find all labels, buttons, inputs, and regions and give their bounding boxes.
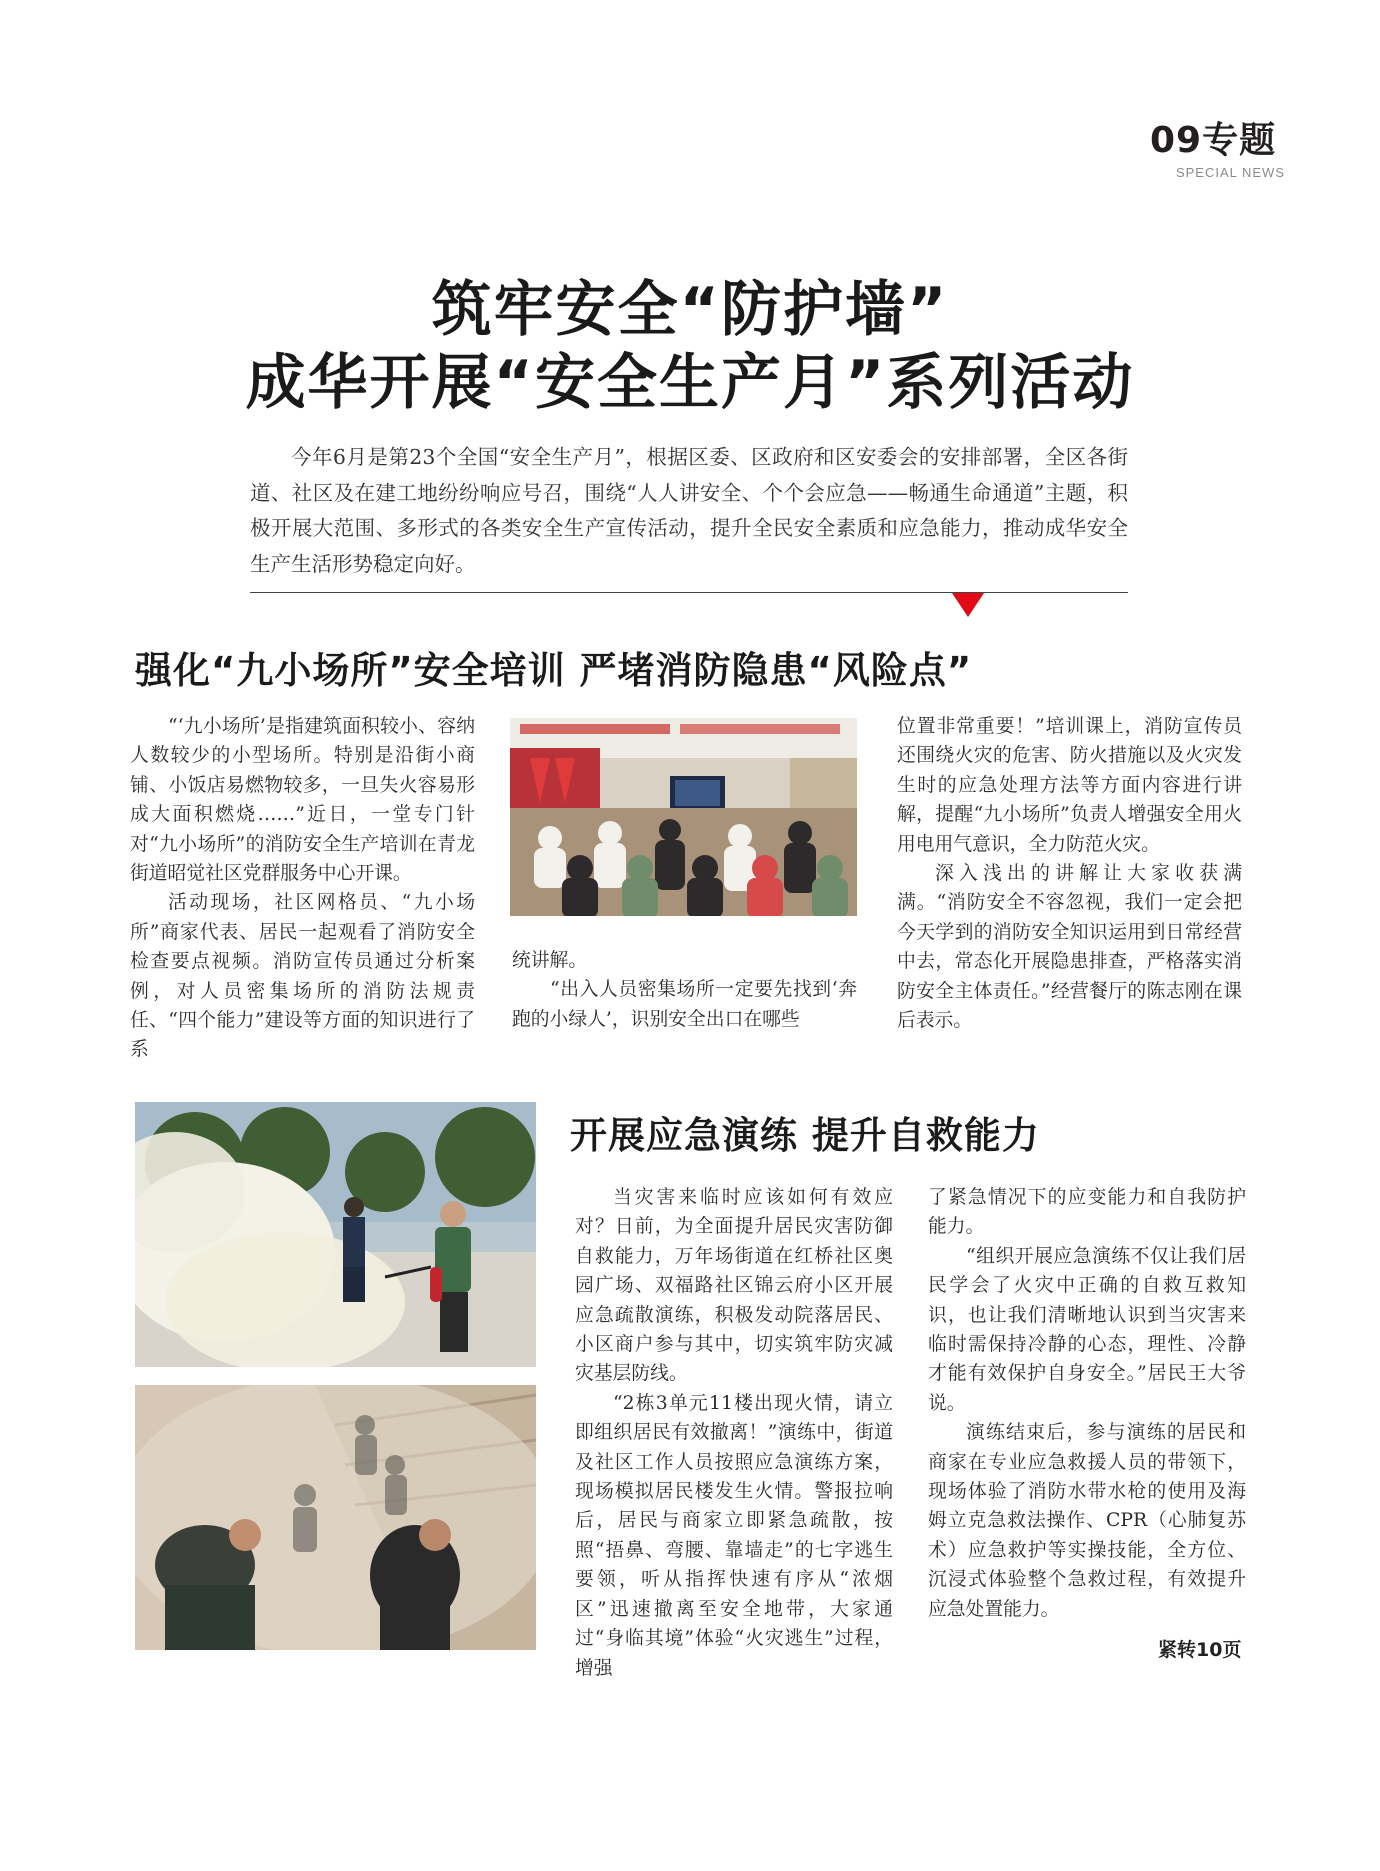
paragraph: 演练结束后，参与演练的居民和商家在专业应急救援人员的带领下，现场体验了消防水带水枪的使用及海姆立克急救法操作、CPR（心肺复苏术）应急救护等实操技能，全方位、沉浸式体验整个急救过程，有效提升应急处置能力。 <box>928 1422 1246 1620</box>
lead-paragraph: 今年6月是第23个全国“安全生产月”，根据区委、区政府和区安委会的安排部署，全区各街道、社区及在建工地纷纷响应号召，围绕“人人讲安全、个个会应急——畅通生命通道”主题，积极开展大范围、多形式的各类安全生产宣传活动，提升全民安全素质和应急能力，推动成华安全生产生活形势稳定向好。 <box>250 445 1128 576</box>
paragraph: 位置非常重要！”培训课上，消防宣传员还围绕火灾的危害、防火措施以及火灾发生时的应急处理方法等方面内容进行讲解，提醒“九小场所”负责人增强安全用火用电用气意识，全力防范火灾。 <box>897 716 1242 855</box>
red-triangle-marker <box>952 593 984 617</box>
smoke-evacuation-drill-photo <box>135 1385 536 1650</box>
paragraph: 统讲解。 <box>512 950 588 971</box>
divider-line <box>250 592 1128 593</box>
evacuation-drill-illustration <box>135 1385 536 1650</box>
main-title-line2: 成华开展“安全生产月”系列活动 <box>245 348 1135 418</box>
paragraph: 了紧急情况下的应变能力和自我防护能力。 <box>928 1187 1246 1238</box>
section2-heading: 开展应急演练 提升自救能力 <box>570 1114 1040 1157</box>
paragraph: “出入人员密集场所一定要先找到‘奔跑的小绿人’，识别安全出口在哪些 <box>512 979 857 1030</box>
section2-column2 <box>928 1183 1246 1624</box>
section-name-cn: 专题 <box>1202 120 1277 161</box>
training-session-photo <box>510 718 857 916</box>
section-name-en: SPECIAL NEWS <box>1175 165 1285 180</box>
paragraph: “‘九小场所’是指建筑面积较小、容纳人数较少的小型场所。特别是沿街小商铺、小饭店易燃物较多，一旦失火容易形成大面积燃烧……”近日，一堂专门针对“九小场所”的消防安全生产培训在青龙街道昭觉社区党群服务中心开课。 <box>130 716 475 885</box>
paragraph: 深入浅出的讲解让大家收获满满。“消防安全不容忽视，我们一定会把今天学到的消防安全知识运用到日常经营中去，常态化开展隐患排查，严格落实消防安全主体责任。”经营餐厅的陈志刚在课后表示。 <box>897 863 1242 1032</box>
paragraph: 当灾害来临时应该如何有效应对？日前，为全面提升居民灾害防御自救能力，万年场街道在红桥社区奥园广场、双福路社区锦云府小区开展应急疏散演练，积极发动院落居民、小区商户参与其中，切实筑牢防灾减灾基层防线。 <box>575 1187 893 1385</box>
page-number: 09 <box>1150 120 1203 161</box>
continued-on-page: 紧转10页 <box>1158 1639 1242 1661</box>
page-number-header <box>1150 112 1276 163</box>
section1-column2 <box>512 946 857 1034</box>
fire-extinguisher-drill-photo <box>135 1102 536 1367</box>
paragraph: “2栋3单元11楼出现火情，请立即组织居民有效撤离！”演练中，街道及社区工作人员按照应急演练方案，现场模拟居民楼发生火情。警报拉响后，居民与商家立即紧急疏散，按照“捂鼻、弯腰、靠墙走”的七字逃生要领，听从指挥快速有序从“浓烟区”迅速撤离至安全地带，大家通过“身临其境”体验“火灾逃生”过程，增强 <box>575 1392 893 1679</box>
paragraph: 活动现场，社区网格员、“九小场所”商家代表、居民一起观看了消防安全检查要点视频。消防宣传员通过分析案例，对人员密集场所的消防法规责任、“四个能力”建设等方面的知识进行了系 <box>130 892 475 1061</box>
section2-column1 <box>575 1183 893 1683</box>
section1-column1 <box>130 712 475 1065</box>
training-photo-illustration <box>510 718 857 916</box>
main-title-line1: 筑牢安全“防护墙” <box>431 275 949 345</box>
paragraph: “组织开展应急演练不仅让我们居民学会了火灾中正确的自救互救知识，也让我们清晰地认识到当灾害来临时需保持冷静的心态，理性、冷静才能有效保护自身安全。”居民王大爷说。 <box>928 1245 1246 1414</box>
section1-heading: 强化“九小场所”安全培训 严堵消防隐患“风险点” <box>135 649 973 692</box>
section1-column3 <box>897 712 1242 1035</box>
fire-drill-illustration <box>135 1102 536 1367</box>
